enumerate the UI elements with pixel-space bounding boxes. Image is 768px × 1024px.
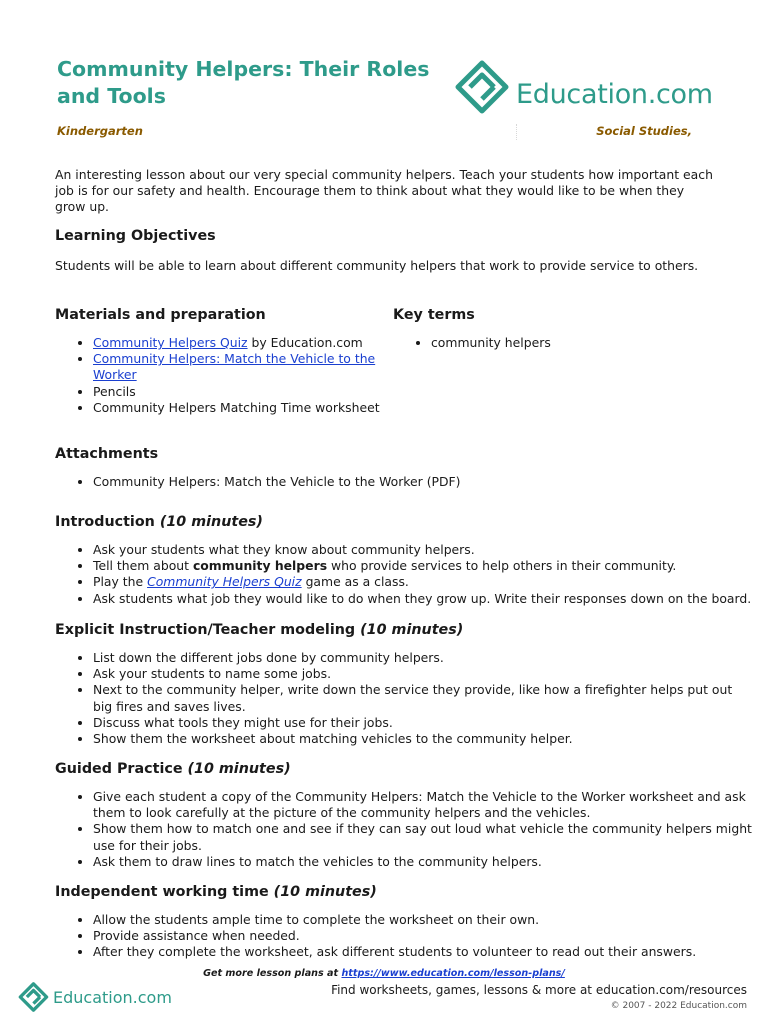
community-helpers-quiz-game-link[interactable]: Community Helpers Quiz — [147, 574, 302, 590]
key-terms-list — [393, 335, 731, 351]
introduction-heading: Introduction (10 minutes) — [55, 514, 263, 530]
introduction-list — [55, 542, 768, 607]
meta-divider — [516, 124, 517, 140]
list-item: • List down the different jobs done by community helpers. — [93, 650, 753, 666]
learning-objectives-heading: Learning Objectives — [55, 228, 216, 244]
education-logo-icon — [452, 57, 514, 117]
grade-label: Kindergarten — [57, 124, 143, 138]
materials-list — [55, 335, 383, 416]
list-item: • Next to the community helper, write down the service they provide, like how a firefighter helps put out big fires and saves lives. — [93, 682, 753, 714]
footer-education-logo[interactable] — [17, 980, 177, 1014]
footer-copyright: © 2007 - 2022 Education.com — [610, 1001, 747, 1011]
explicit-instruction-list — [55, 650, 753, 747]
list-item: • Show them how to match one and see if they can say out loud what vehicle the community helpers might use for their jobs. — [93, 821, 763, 853]
list-item: • Community Helpers: Match the Vehicle to the Worker (PDF) — [93, 474, 753, 490]
guided-practice-heading: Guided Practice (10 minutes) — [55, 761, 291, 777]
lesson-plans-url-link[interactable]: https://www.education.com/lesson-plans/ — [341, 968, 565, 979]
independent-time-heading: Independent working time (10 minutes) — [55, 884, 377, 900]
materials-heading: Materials and preparation — [55, 307, 266, 323]
list-item: • Community Helpers Quiz by Education.com — [93, 335, 383, 351]
list-item — [93, 351, 383, 383]
footer-more-plans: Get more lesson plans at https://www.education.com/lesson-plans/ — [203, 968, 565, 979]
list-item: • Ask your students what they know about community helpers. — [93, 542, 768, 558]
list-item: • community helpers — [431, 335, 731, 351]
list-item: • Ask students what job they would like to do when they grow up. Write their responses down on the board. — [93, 591, 768, 607]
community-helpers-quiz-link[interactable]: Community Helpers Quiz — [93, 335, 248, 350]
attachments-heading: Attachments — [55, 446, 159, 462]
intro-paragraph: An interesting lesson about our very special community helpers. Teach your students how important each job is for our safety and health. Encourage them to think about what they would like to be when they grow up. — [55, 167, 713, 214]
footer-logo-text: Education.com — [53, 988, 172, 1007]
explicit-instruction-heading: Explicit Instruction/Teacher modeling (10 minutes) — [55, 622, 464, 638]
independent-time-list — [55, 912, 763, 961]
list-item: • Give each student a copy of the Community Helpers: Match the Vehicle to the Worker worksheet and ask them to look carefully at the picture of the community helpers and the vehicles. — [93, 789, 763, 821]
list-item: • Ask your students to name some jobs. — [93, 666, 753, 682]
list-item: • Discuss what tools they might use for their jobs. — [93, 715, 753, 731]
list-item: • Play the Community Helpers Quiz game as a class. — [93, 574, 768, 590]
education-logo[interactable] — [452, 57, 722, 117]
footer-logo-icon — [17, 980, 51, 1014]
list-item: • After they complete the worksheet, ask different students to volunteer to read out their answers. — [93, 944, 763, 960]
logo-text: Education.com — [516, 79, 713, 110]
list-item: • Pencils — [93, 384, 383, 400]
match-vehicle-worker-link[interactable]: Community Helpers: Match the Vehicle to the Worker — [93, 351, 376, 383]
learning-objectives-text: Students will be able to learn about different community helpers that work to provide service to others. — [55, 258, 699, 273]
page-title: Community Helpers: Their Roles and Tools — [57, 57, 430, 108]
list-item: • Ask them to draw lines to match the vehicles to the community helpers. — [93, 854, 763, 870]
list-item: • Show them the worksheet about matching vehicles to the community helper. — [93, 731, 753, 747]
key-terms-heading: Key terms — [393, 307, 475, 323]
footer-tagline: Find worksheets, games, lessons & more at education.com/resources — [331, 983, 747, 997]
guided-practice-list — [55, 789, 763, 870]
attachments-list — [55, 474, 753, 490]
list-item: • Community Helpers Matching Time worksheet — [93, 400, 383, 416]
list-item: • Provide assistance when needed. — [93, 928, 763, 944]
subject-label: Social Studies, — [596, 124, 692, 138]
list-item: • Tell them about community helpers who provide services to help others in their community. — [93, 558, 768, 574]
list-item: • Allow the students ample time to complete the worksheet on their own. — [93, 912, 763, 928]
